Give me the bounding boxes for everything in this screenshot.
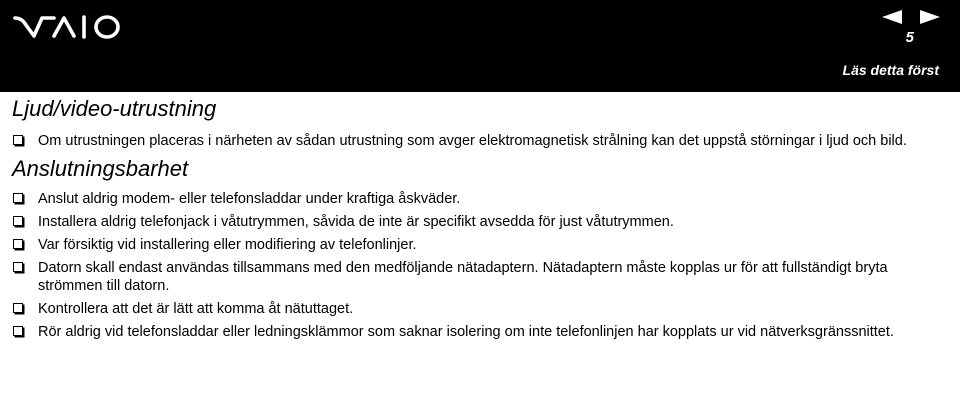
page-content xyxy=(12,92,952,346)
list-item-text: Rör aldrig vid telefonsladdar eller ledningsklämmor som saknar isolering om inte telefonlinjen har kopplats ur vid nätverksgränssnittet. xyxy=(38,324,894,340)
list-item xyxy=(12,259,952,295)
checkbox-bullet-icon xyxy=(13,135,23,145)
section-title: Anslutningsbarhet xyxy=(12,156,189,181)
bullet-list xyxy=(12,190,952,341)
checkbox-bullet-icon xyxy=(13,303,23,313)
page-number: 5 xyxy=(905,29,914,46)
page-header xyxy=(0,0,960,92)
arrow-right-icon[interactable] xyxy=(920,10,940,24)
list-item xyxy=(12,213,952,231)
list-item xyxy=(12,132,952,150)
list-item xyxy=(12,300,952,318)
list-item-text: Var försiktig vid installering eller modifiering av telefonlinjer. xyxy=(38,237,417,253)
page-navigation xyxy=(880,9,942,25)
list-item-text: Datorn skall endast användas tillsammans med den medföljande nätadaptern. Nätadaptern måste kopplas ur för att fullständigt bryta strömmen till datorn. xyxy=(38,260,888,294)
list-item xyxy=(12,190,952,208)
checkbox-bullet-icon xyxy=(13,326,23,336)
section-name: Läs detta först xyxy=(842,62,939,78)
checkbox-bullet-icon xyxy=(13,193,23,203)
list-item-text: Installera aldrig telefonjack i våtutrymmen, såvida de inte är specifikt avsedda för just våtutrymmen. xyxy=(38,214,674,230)
checkbox-bullet-icon xyxy=(13,239,23,249)
vaio-logo xyxy=(12,12,124,42)
bullet-list xyxy=(12,132,952,150)
list-item-text: Kontrollera att det är lätt att komma åt nätuttaget. xyxy=(38,301,354,317)
list-item xyxy=(12,236,952,254)
list-item xyxy=(12,323,952,341)
list-item-text: Om utrustningen placeras i närheten av sådan utrustning som avger elektromagnetisk strålning kan det uppstå störningar i ljud och bild. xyxy=(38,133,907,149)
list-item-text: Anslut aldrig modem- eller telefonsladdar under kraftiga åskväder. xyxy=(38,191,461,207)
arrow-left-icon[interactable] xyxy=(882,10,902,24)
section-title: Ljud/video-utrustning xyxy=(12,96,217,121)
checkbox-bullet-icon xyxy=(13,216,23,226)
checkbox-bullet-icon xyxy=(13,262,23,272)
